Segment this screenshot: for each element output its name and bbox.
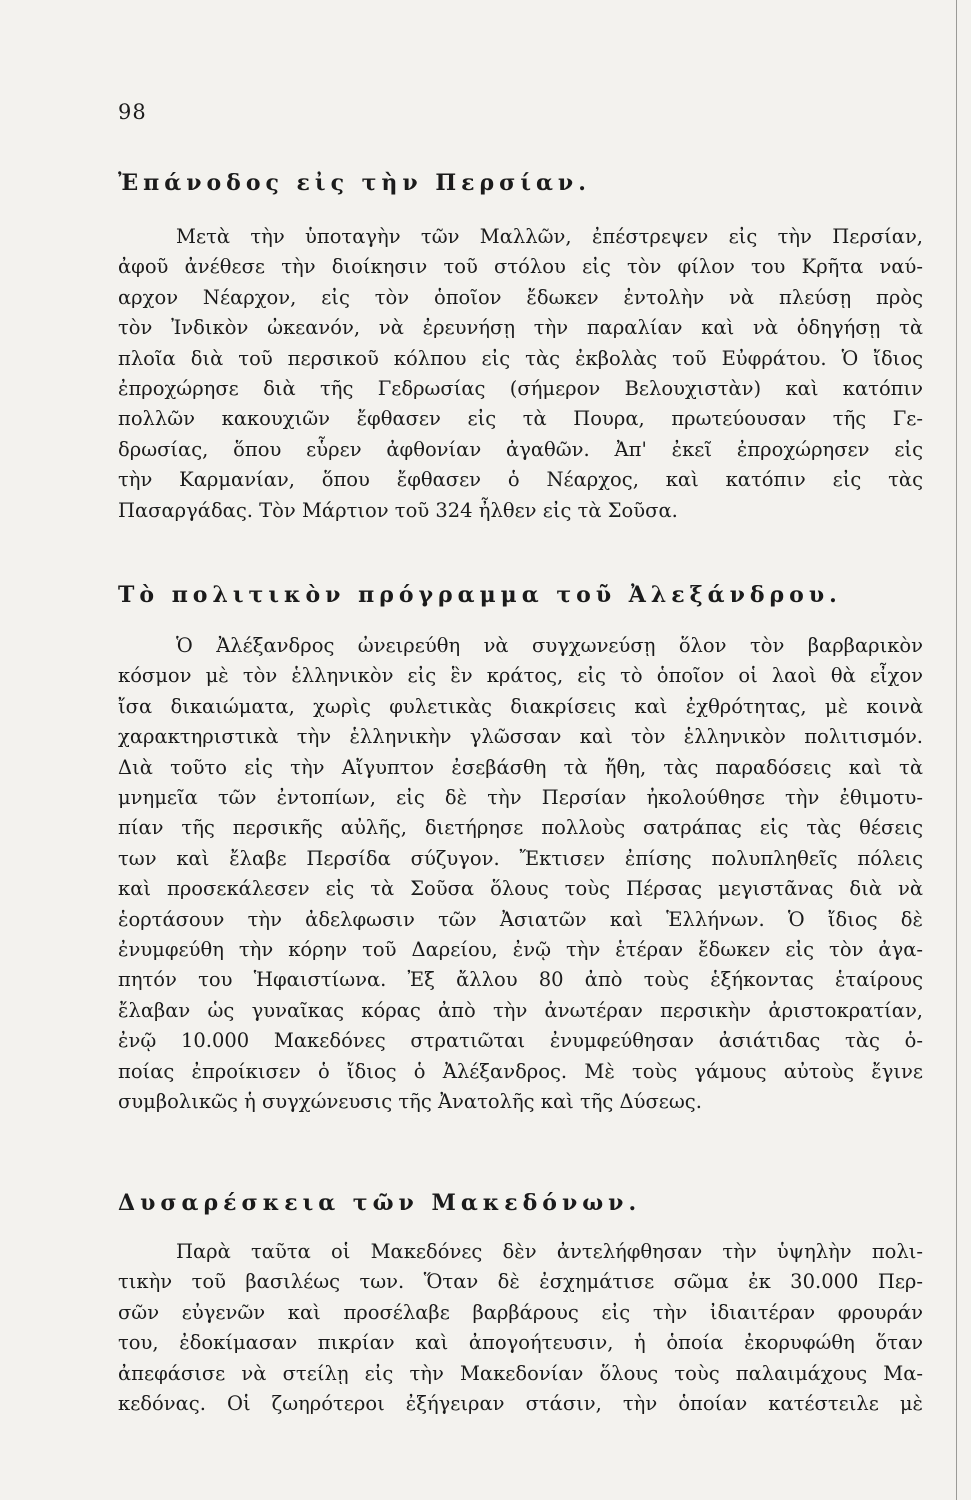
text-line: Πασαργάδας. Τὸν Μάρτιον τοῦ 324 ἦλθεν εἰς τὰ Σοῦσα.: [118, 498, 678, 522]
text-line: μνημεῖα τῶν ἐντοπίων, εἰς δὲ τὴν Περσίαν ἠκολούθησε τὴν ἐθιμοτυ-: [118, 786, 923, 810]
text-line: Ὁ Ἀλέξανδρος ὠνειρεύθη νὰ συγχωνεύσῃ ὅλον τὸν βαρβαρικὸν: [176, 634, 923, 657]
text-line: σῶν εὐγενῶν καὶ προσέλαβε βαρβάρους εἰς τὴν ἰδιαιτέραν φρουράν: [118, 1300, 923, 1324]
text-line: τικὴν τοῦ βασιλέως των. Ὅταν δὲ ἐσχημάτισε σῶμα ἐκ 30.000 Περ-: [118, 1270, 923, 1294]
text-line: ἴσα δικαιώματα, χωρὶς φυλετικὰς διακρίσεις καὶ ἐχθρότητας, μὲ κοινὰ: [118, 694, 923, 718]
page-number: 98: [118, 100, 147, 124]
paragraph-political-program: [118, 631, 923, 1118]
text-line: των καὶ ἔλαβε Περσίδα σύζυγον. Ἔκτισεν ἐπίσης πολυπληθεῖς πόλεις: [118, 846, 923, 870]
text-line: χαρακτηριστικὰ τὴν ἑλληνικὴν γλῶσσαν καὶ τὸν ἑλληνικὸν πολιτισμόν.: [118, 725, 923, 749]
text-line: ἑορτάσουν τὴν ἀδελφωσιν τῶν Ἀσιατῶν καὶ Ἑλλήνων. Ὁ ἴδιος δὲ: [118, 907, 923, 931]
section-heading-political-program: Τὸ πολιτικὸν πρόγραμμα τοῦ Ἀλεξάνδρου.: [118, 582, 842, 608]
text-line: πλοῖα διὰ τοῦ περσικοῦ κόλπου εἰς τὰς ἐκβολὰς τοῦ Εὐφράτου. Ὁ ἴδιος: [118, 346, 923, 370]
section-heading-return-to-persia: Ἐπάνοδος εἰς τὴν Περσίαν.: [118, 170, 591, 196]
text-line: του, ἐδοκίμασαν πικρίαν καὶ ἀπογοήτευσιν, ἡ ὁποία ἐκορυφώθη ὅταν: [118, 1331, 923, 1355]
text-line: ἐπροχώρησε διὰ τῆς Γεδρωσίας (σήμερον Βελουχιστὰν) καὶ κατόπιν: [118, 377, 923, 401]
text-line: ἀφοῦ ἀνέθεσε τὴν διοίκησιν τοῦ στόλου εἰς τὸν φίλον του Κρῆτα ναύ-: [118, 255, 923, 279]
text-line: Μετὰ τὴν ὑποταγὴν τῶν Μαλλῶν, ἐπέστρεψεν εἰς τὴν Περσίαν,: [176, 225, 923, 248]
page-edge-divider: [956, 0, 957, 1500]
text-line: ἐνυμφεύθη τὴν κόρην τοῦ Δαρείου, ἐνῷ τὴν ἑτέραν ἔδωκεν εἰς τὸν ἀγα-: [118, 938, 923, 962]
text-line: Παρὰ ταῦτα οἱ Μακεδόνες δὲν ἀντελήφθησαν τὴν ὑψηλὴν πολι-: [176, 1240, 923, 1263]
text-line: πητόν του Ἡφαιστίωνα. Ἐξ ἄλλου 80 ἀπὸ τοὺς ἑξήκοντας ἑταίρους: [118, 968, 923, 992]
paragraph-return-to-persia: [118, 222, 923, 526]
text-line: κεδόνας. Οἱ ζωηρότεροι ἐξήγειραν στάσιν, τὴν ὁποίαν κατέστειλε μὲ: [118, 1392, 923, 1416]
text-line: συμβολικῶς ἡ συγχώνευσις τῆς Ἀνατολῆς καὶ τῆς Δύσεως.: [118, 1090, 702, 1114]
text-line: πολλῶν κακουχιῶν ἔφθασεν εἰς τὰ Πουρα, πρωτεύουσαν τῆς Γε-: [118, 407, 923, 431]
text-line: αρχον Νέαρχον, εἰς τὸν ὁποῖον ἔδωκεν ἐντολὴν νὰ πλεύσῃ πρὸς: [118, 285, 923, 309]
text-line: ποίας ἐπροίκισεν ὁ ἴδιος ὁ Ἀλέξανδρος. Μὲ τοὺς γάμους αὐτοὺς ἔγινε: [118, 1059, 923, 1083]
text-line: ἀπεφάσισε νὰ στείλῃ εἰς τὴν Μακεδονίαν ὅλους τοὺς παλαιμάχους Μα-: [118, 1361, 923, 1385]
text-line: πίαν τῆς περσικῆς αὐλῆς, διετήρησε πολλοὺς σατράπας εἰς τὰς θέσεις: [118, 816, 923, 840]
text-line: τὴν Καρμανίαν, ὅπου ἔφθασεν ὁ Νέαρχος, καὶ κατόπιν εἰς τὰς: [118, 468, 923, 492]
text-line: τὸν Ἰνδικὸν ὠκεανόν, νὰ ἐρευνήσῃ τὴν παραλίαν καὶ νὰ ὁδηγήσῃ τὰ: [118, 316, 923, 340]
text-line: ἔλαβαν ὡς γυναῖκας κόρας ἀπὸ τὴν ἀνωτέραν περσικὴν ἀριστοκρατίαν,: [118, 998, 923, 1022]
text-line: κόσμον μὲ τὸν ἑλληνικὸν εἰς ἓν κράτος, εἰς τὸ ὁποῖον οἱ λαοὶ θὰ εἶχον: [118, 664, 923, 688]
text-line: καὶ προσεκάλεσεν εἰς τὰ Σοῦσα ὅλους τοὺς Πέρσας μεγιστᾶνας διὰ νὰ: [118, 877, 923, 901]
text-line: ἐνῷ 10.000 Μακεδόνες στρατιῶται ἐνυμφεύθησαν ἀσιάτιδας τὰς ὁ-: [118, 1029, 923, 1053]
text-line: δρωσίας, ὅπου εὗρεν ἀφθονίαν ἀγαθῶν. Ἀπ' ἐκεῖ ἐπροχώρησεν εἰς: [118, 437, 923, 461]
section-heading-macedonian-discontent: Δυσαρέσκεια τῶν Μακεδόνων.: [118, 1190, 642, 1216]
text-line: Διὰ τοῦτο εἰς τὴν Αἴγυπτον ἐσεβάσθη τὰ ἤθη, τὰς παραδόσεις καὶ τὰ: [118, 755, 923, 779]
paragraph-macedonian-discontent: [118, 1237, 923, 1419]
